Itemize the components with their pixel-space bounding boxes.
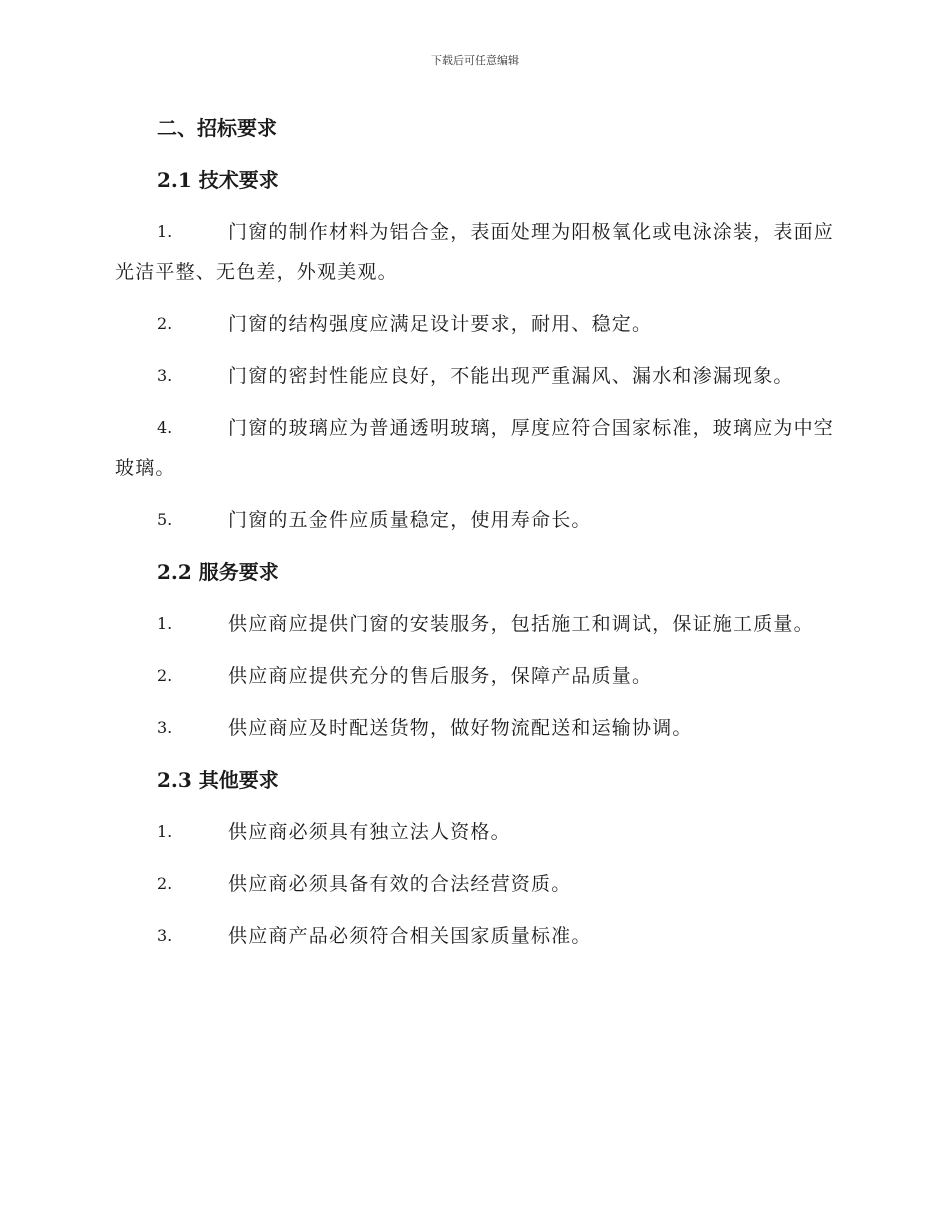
list-number: 1. — [157, 822, 173, 841]
list-item — [0, 656, 835, 696]
list-text: 供应商必须具有独立法人资格。 — [228, 821, 511, 843]
list-text: 供应商产品必须符合相关国家质量标准。 — [228, 925, 592, 947]
list-text: 供应商必须具备有效的合法经营资质。 — [228, 873, 572, 895]
list-number: 2. — [157, 314, 173, 333]
list-text: 门窗的玻璃应为普通透明玻璃，厚度应符合国家标准，玻璃应为中空玻璃。 — [115, 417, 835, 479]
list-number: 5. — [157, 510, 173, 529]
list-item — [0, 604, 835, 644]
list-text: 门窗的密封性能应良好，不能出现严重漏风、漏水和渗漏现象。 — [228, 365, 794, 387]
list-number: 2. — [157, 874, 173, 893]
running-header: 下载后可任意编辑 — [431, 54, 519, 67]
list-item — [0, 812, 835, 852]
list-text: 供应商应及时配送货物，做好物流配送和运输协调。 — [228, 717, 693, 739]
list-number: 1. — [157, 614, 173, 633]
list-item — [0, 708, 835, 748]
list-number: 3. — [157, 926, 173, 945]
list-text: 门窗的结构强度应满足设计要求，耐用、稳定。 — [228, 313, 653, 335]
list-text: 门窗的五金件应质量稳定，使用寿命长。 — [228, 509, 592, 531]
list-item — [0, 500, 835, 540]
section-title: 二、招标要求 — [157, 116, 277, 140]
subsection-title-technical: 2.1 技术要求 — [157, 168, 279, 192]
subsection-title-service: 2.2 服务要求 — [157, 560, 279, 584]
list-text: 供应商应提供门窗的安装服务，包括施工和调试，保证施工质量。 — [228, 613, 814, 635]
document-body — [0, 108, 950, 968]
subsection-title-other: 2.3 其他要求 — [157, 768, 279, 792]
list-text: 供应商应提供充分的售后服务，保障产品质量。 — [228, 665, 653, 687]
list-number: 3. — [157, 366, 173, 385]
list-item — [0, 408, 835, 488]
list-item — [0, 212, 835, 292]
list-item — [0, 916, 835, 956]
list-number: 1. — [157, 222, 173, 241]
list-number: 3. — [157, 718, 173, 737]
list-item — [0, 304, 835, 344]
list-item — [0, 356, 835, 396]
list-number: 2. — [157, 666, 173, 685]
list-text: 门窗的制作材料为铝合金，表面处理为阳极氧化或电泳涂装，表面应光洁平整、无色差，外观美观。 — [115, 221, 835, 283]
list-number: 4. — [157, 418, 173, 437]
list-item — [0, 864, 835, 904]
